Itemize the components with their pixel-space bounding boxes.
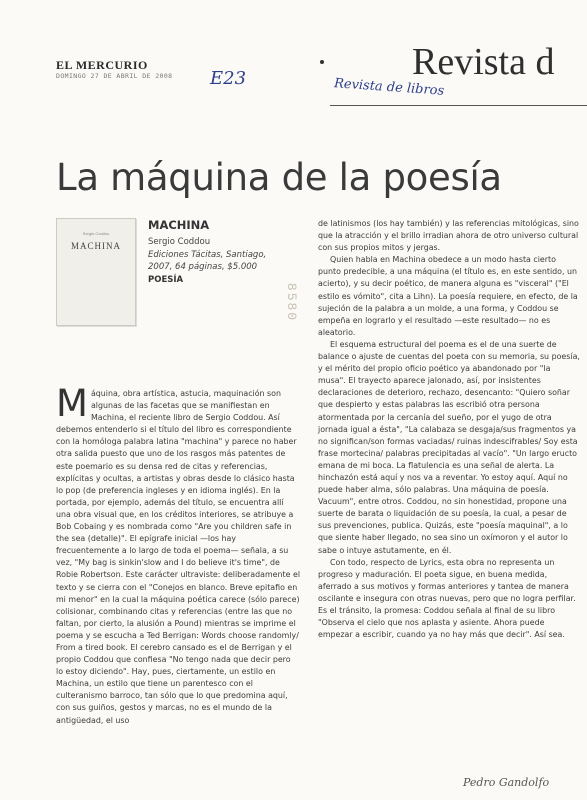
drop-cap: M [56,382,88,425]
article-paragraph: áquina, obra artística, astucia, maquinación son algunas de las facetas que se manifiestan en Machina, el reciente libro de Sergio Coddou. Así debemos entenderlo si el título del libro es correspondiente con la homóloga palabra latina "machina" y parece no haber otra salida puesto que uno de los rasgos más patentes de este poemario es su densa red de citas y referencias, explícitas y ocultas, a artistas y obras desde lo clásico hasta lo pop (de preferencia ingleses y en idioma inglés). En la portada, por ejemplo, además del título, se encuentra allí una obra visual que, en los créditos interiores, se atribuye a Bob Cobaing y es nombrada como "Are you children safe in the sea (detalle)". El epígrafe inicial —los hay frecuentemente a lo largo de toda el poema— señala, a su vez, "My bag is sinkin'slow and I do believe it's time", de Robie Robertson. Este carácter ultraviste: deliberadamente el texto y se cierra con el "Conejos en blanco. Breve epitafio en mi menor" en la cual la máquina poética carece (sólo parece) colisionar, combinando citas y referencias (entre las que no faltan, por cierto, la alusión a Pound) mientras se imprime el poema y se escucha a Ted Berrigan: Words choose randomly/ From a tired book. El cerebro cansado es el de Berrigan y el propio Coddou que confiesa "No tengo nada que decir pero lo estoy diciendo". Hay, pues, ciertamente, un estilo en Machina, un estilo que tiene un parentesco con el culteranismo barroco, tan sólo que lo que predomina aquí, con sus guiños, gestos y marcas, no es el mundo de la antigüedad, el uso [56,389,301,725]
article-column-right [318,218,580,641]
book-cover-image [56,218,136,326]
article-headline: La máquina de la poesía [56,156,502,199]
author-signature: Pedro Gandolfo [463,776,550,789]
article-paragraph: Quien habla en Machina obedece a un modo hasta cierto punto predecible, a una máquina (el título es, en este sentido, un acierto), y su decir poético, de manera alguna es "visceral" ("El estilo es vómito", cita a Lihn). La poesía requiere, en efecto, de la sujeción de la palabra a un molde, a una forma, y Coddou se empeña en lograrlo y el resultado —este resultado— no es aleatorio. [318,255,578,337]
issue-date: DOMINGO 27 DE ABRIL DE 2008 [56,72,173,80]
section-title: Revista d [412,41,555,83]
bullet-dot [320,60,324,64]
book-pub-details: 2007, 64 páginas, $5.000 [148,262,258,272]
book-author: Sergio Coddou [148,237,211,247]
article-column-left [56,382,301,727]
book-publisher: Ediciones Tácitas, Santiago, [148,249,267,260]
handwritten-note: Revista de libros [333,76,445,99]
newspaper-masthead: EL MERCURIO [56,58,148,72]
article-paragraph: Con todo, respecto de Lyrics, esta obra no representa un progreso y maduración. El poeta sigue, en buena medida, aferrado a sus motivos y formas anteriores y tantea de manera oscilante e insegura con otras nuevas, pero que no logra perfilar. Es el tránsito, la promesa: Coddou señala al final de su libro "Observa el cielo que nos aplasta y asiente. Ahora puede empezar a escribir, cuando ya no hay más que decir". Así sea. [318,557,576,640]
archive-stamp: 8580 [284,282,300,323]
article-paragraph: El esquema estructural del poema es el de una suerte de balance o ajuste de cuentas del poeta con su memoria, su poesía, y el mérito del propio oficio poético ya abandonado por "la musa". El trayecto aparece jalonado, así, por insistentes declaraciones de deterioro, rechazo, desencanto: "Quiero soñar que despierto y estas palabras las escribió otra persona atormentada por la cercanía del sueño, por el yugo de otra jornada igual a ésta", "La calabaza se desgaja/sus fragmentos ya no significan/son formas vaciadas/ ruinas indescifrables/ Soy esta frase mortecina/ palabras precipitadas al vacío". "Un largo eructo emana de mi boca. La flatulencia es una señal de alerta. La hinchazón está aquí y nos va a reventar. Yo estoy aquí. Aquí no puede haber alma, sólo palabras. Una máquina de poesía. Vacuum", entre otros. Coddou, no sin honestidad, propone una suerte de barata o liquidación de su poesía, la cual, a pesar de sus prevenciones, publica. Quizás, este "poesía maquinal", a lo que siente haber llegado, no sea sino un oxímoron y el autor lo sabe o intuye astutamente, en él. [318,339,580,555]
book-title: MACHINA [148,218,210,232]
header-rule [330,105,587,106]
article-paragraph: de latinismos (los hay también) y las referencias mitológicas, sino que la atracción y el brillo irradian ahora de otro universo cultural con sus propios mitos y jergas. [318,219,579,253]
cover-author: Sergio Coddou [82,231,110,236]
cover-title: MACHINA [70,241,121,251]
handwritten-page-number: E23 [210,68,247,89]
book-info [148,218,318,286]
book-genre: POESÍA [148,274,184,285]
